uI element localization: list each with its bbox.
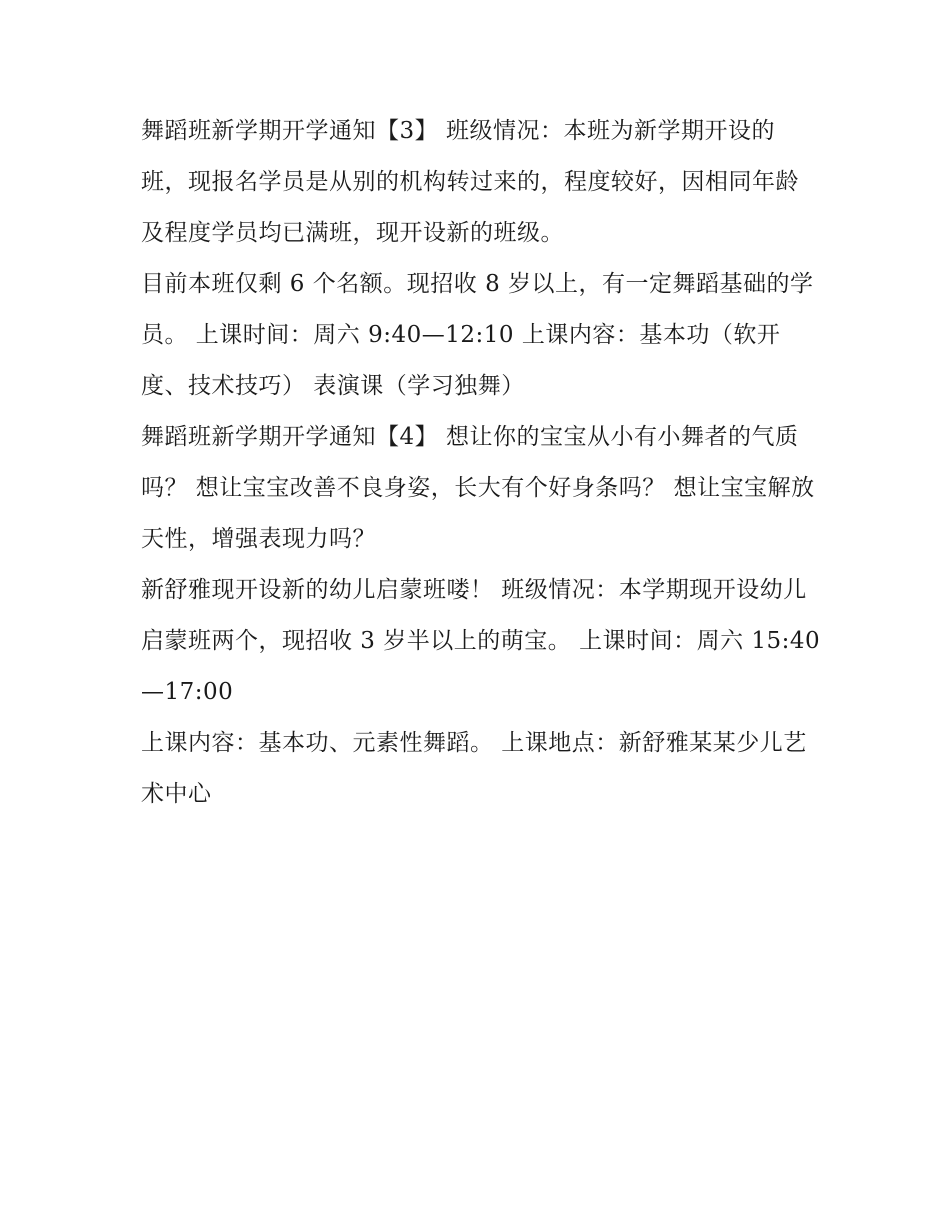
paragraph-notice-3-details: 目前本班仅剩 6 个名额。现招收 8 岁以上，有一定舞蹈基础的学员。 上课时间：周六 9:40—12:10 上课内容：基本功（软开度、技术技巧） 表演课（学习独舞）: [141, 271, 814, 399]
paragraph-notice-4-intro: 舞蹈班新学期开学通知【4】 想让你的宝宝从小有小舞者的气质吗？ 想让宝宝改善不良身姿，长大有个好身条吗？ 想让宝宝解放天性，增强表现力吗？: [141, 424, 815, 552]
paragraph-notice-4-class-info: 新舒雅现开设新的幼儿启蒙班喽！ 班级情况：本学期现开设幼儿启蒙班两个，现招收 3 岁半以上的萌宝。 上课时间：周六 15:40—17:00: [141, 577, 821, 705]
paragraph-notice-4-content-location: 上课内容：基本功、元素性舞蹈。 上课地点：新舒雅某某少儿艺术中心: [141, 730, 807, 807]
document-body: [141, 106, 821, 820]
paragraph-notice-3-intro: 舞蹈班新学期开学通知【3】 班级情况：本班为新学期开设的班，现报名学员是从别的机构转过来的，程度较好，因相同年龄及程度学员均已满班，现开设新的班级。: [141, 118, 799, 246]
